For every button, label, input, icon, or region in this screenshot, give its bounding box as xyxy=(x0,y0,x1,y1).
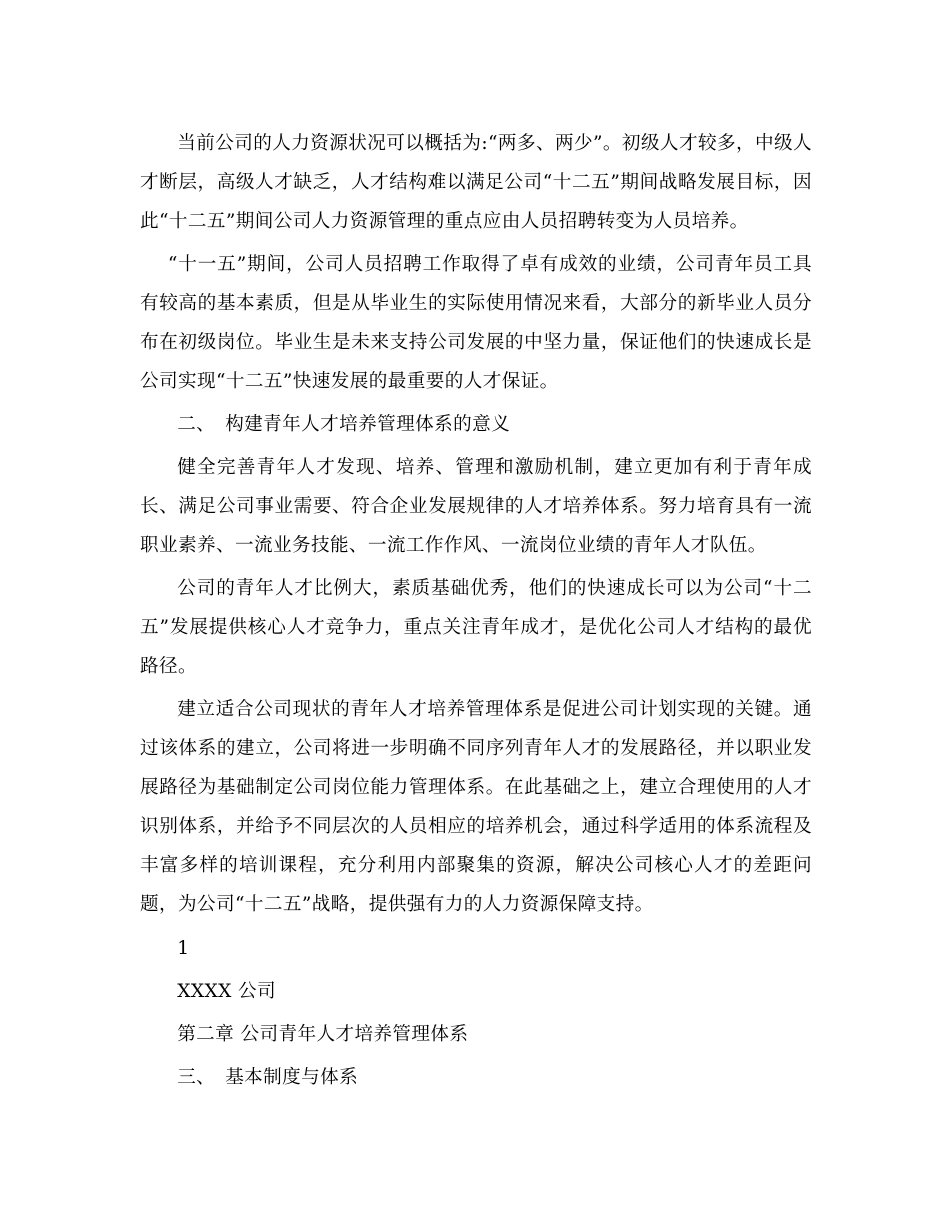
section-title-2: 构建青年人才培养管理体系的意义 xyxy=(225,414,511,435)
paragraph-youth-ratio: 公司的青年人才比例大，素质基础优秀，他们的快速成长可以为公司“十二五”发展提供核心人才竞争力，重点关注青年成才，是优化公司人才结构的最优路径。 xyxy=(140,578,812,677)
section-number-2: 二、 xyxy=(177,414,216,435)
chapter-title: 第二章 公司青年人才培养管理体系 xyxy=(177,1024,469,1045)
paragraph-recruitment: “十一五”期间，公司人员招聘工作取得了卓有成效的业绩，公司青年员工具有较高的基本素质，但是从毕业生的实际使用情况来看，大部分的新毕业人员分布在初级岗位。毕业生是未来支持公司发展的中坚力量，保证他们的快速成长是公司实现“十二五”快速发展的最重要的人才保证。 xyxy=(140,254,812,392)
paragraph-hr-status: 当前公司的人力资源状况可以概括为:“两多、两少”。初级人才较多，中级人才断层，高级人才缺乏，人才结构难以满足公司“十二五”期间战略发展目标，因此“十二五”期间公司人力资源管理的重点应由人员招聘转变为人员培养。 xyxy=(140,133,812,232)
section-title-3: 基本制度与体系 xyxy=(225,1067,359,1088)
section-heading-2 xyxy=(140,405,812,444)
company-name: XXXX 公司 xyxy=(177,981,277,1002)
paragraph-mechanism: 健全完善青年人才发现、培养、管理和激励机制，建立更加有利于青年成长、满足公司事业需要、符合企业发展规律的人才培养体系。努力培育具有一流职业素养、一流业务技能、一流工作作风、一流岗位业绩的青年人才队伍。 xyxy=(140,457,812,556)
page-number: 1 xyxy=(177,938,190,959)
document-page xyxy=(140,124,812,1097)
section-heading-3 xyxy=(140,1058,812,1097)
paragraph-system-building: 建立适合公司现状的青年人才培养管理体系是促进公司计划实现的关键。通过该体系的建立，公司将进一步明确不同序列青年人才的发展路径，并以职业发展路径为基础制定公司岗位能力管理体系。在此基础之上，建立合理使用的人才识别体系，并给予不同层次的人员相应的培养机会，通过科学适用的体系流程及丰富多样的培训课程，充分利用内部聚集的资源，解决公司核心人才的差距问题，为公司“十二五”战略，提供强有力的人力资源保障支持。 xyxy=(140,699,812,915)
section-number-3: 三、 xyxy=(177,1067,216,1088)
